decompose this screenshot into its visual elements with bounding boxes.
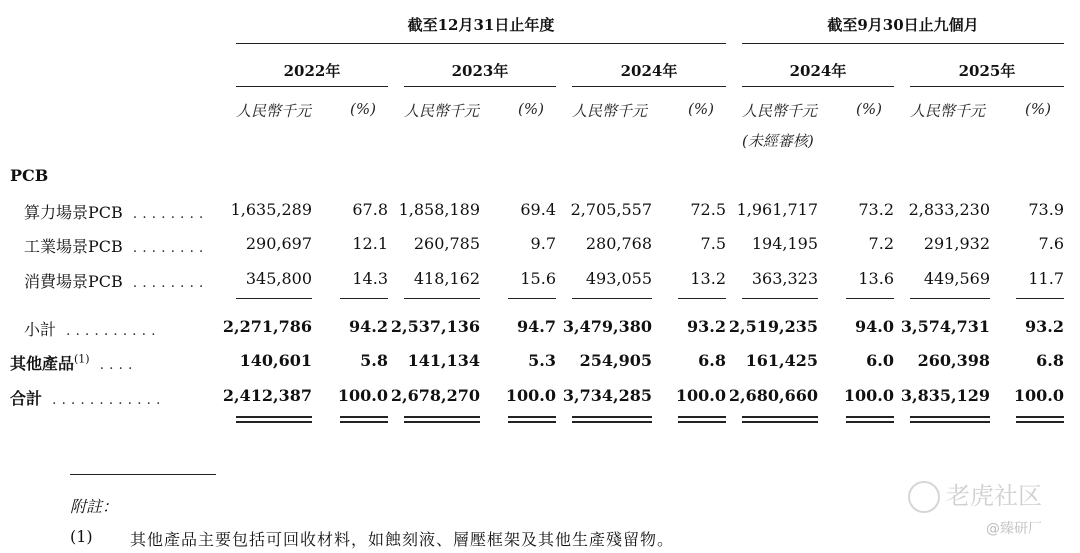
watermark-icon bbox=[908, 481, 940, 513]
divider-year bbox=[742, 86, 894, 87]
header-nine-months: 截至9月30日止九個月 bbox=[827, 16, 979, 34]
percent-cell: 6.0 bbox=[866, 351, 894, 370]
total-rule bbox=[340, 421, 388, 423]
year-header: 2025年 bbox=[958, 62, 1016, 80]
percent-cell: 100.0 bbox=[1013, 386, 1064, 405]
subtotal-rule bbox=[742, 298, 818, 299]
divider-annual bbox=[236, 43, 726, 44]
subtotal-rule bbox=[340, 298, 388, 299]
total-rule bbox=[404, 421, 480, 423]
leader-dots: .......... bbox=[66, 323, 161, 339]
leader-dots: ............ bbox=[52, 392, 166, 408]
amount-cell: 2,271,786 bbox=[222, 317, 312, 336]
percent-cell: 6.8 bbox=[1036, 351, 1064, 370]
note-text: 其他產品主要包括可回收材料，如蝕刻液、層壓框架及其他生產殘留物。 bbox=[130, 530, 675, 549]
amount-cell: 141,134 bbox=[407, 351, 480, 370]
amount-cell: 2,680,660 bbox=[728, 386, 818, 405]
total-rule bbox=[508, 421, 556, 423]
total-rule bbox=[678, 416, 726, 418]
amount-cell: 2,705,557 bbox=[570, 200, 652, 219]
percent-cell: 73.2 bbox=[858, 200, 894, 219]
footnote-divider bbox=[70, 474, 216, 475]
percent-cell: 94.2 bbox=[349, 317, 388, 336]
percent-cell: 12.1 bbox=[352, 234, 388, 253]
amount-cell: 3,574,731 bbox=[900, 317, 990, 336]
amount-cell: 2,833,230 bbox=[908, 200, 990, 219]
total-rule bbox=[910, 416, 990, 418]
row-label-text: 合計 bbox=[10, 389, 43, 408]
percent-cell: 72.5 bbox=[690, 200, 726, 219]
row-label-text: 算力場景PCB bbox=[24, 203, 123, 222]
note-number: (1) bbox=[70, 527, 93, 546]
percent-cell: 7.6 bbox=[1038, 234, 1064, 253]
amount-cell: 1,635,289 bbox=[230, 200, 312, 219]
total-rule bbox=[572, 421, 652, 423]
subtotal-rule bbox=[572, 298, 652, 299]
total-rule bbox=[572, 416, 652, 418]
percent-cell: 93.2 bbox=[687, 317, 726, 336]
row-label-text: 消費場景PCB bbox=[24, 272, 123, 291]
pct-label: (%) bbox=[518, 100, 544, 118]
subtotal-rule bbox=[508, 298, 556, 299]
year-header: 2022年 bbox=[283, 62, 341, 80]
amount-cell: 2,678,270 bbox=[390, 386, 480, 405]
amount-cell: 3,734,285 bbox=[562, 386, 652, 405]
percent-cell: 100.0 bbox=[675, 386, 726, 405]
row-label bbox=[10, 386, 165, 409]
total-rule bbox=[508, 416, 556, 418]
percent-cell: 100.0 bbox=[843, 386, 894, 405]
section-title: PCB bbox=[10, 166, 49, 185]
total-rule bbox=[404, 416, 480, 418]
amount-cell: 290,697 bbox=[245, 234, 312, 253]
row-label bbox=[10, 351, 137, 374]
total-rule bbox=[846, 416, 894, 418]
unaudited-label: (未經審核) bbox=[742, 132, 814, 150]
percent-cell: 13.6 bbox=[858, 269, 894, 288]
percent-cell: 5.3 bbox=[528, 351, 556, 370]
total-rule bbox=[678, 421, 726, 423]
amount-cell: 194,195 bbox=[751, 234, 818, 253]
subtotal-rule bbox=[678, 298, 726, 299]
amount-cell: 2,537,136 bbox=[390, 317, 480, 336]
watermark-logo bbox=[908, 476, 1042, 513]
total-rule bbox=[846, 421, 894, 423]
unit-label: 人民幣千元 bbox=[404, 102, 480, 120]
divider-year bbox=[572, 86, 726, 87]
amount-cell: 345,800 bbox=[245, 269, 312, 288]
header-annual: 截至12月31日止年度 bbox=[407, 16, 555, 34]
watermark-handle: @臻研厂 bbox=[986, 521, 1042, 537]
total-rule bbox=[742, 416, 818, 418]
unit-label: 人民幣千元 bbox=[742, 102, 818, 120]
amount-cell: 3,835,129 bbox=[900, 386, 990, 405]
amount-cell: 254,905 bbox=[579, 351, 652, 370]
percent-cell: 5.8 bbox=[360, 351, 388, 370]
subtotal-rule bbox=[1016, 298, 1064, 299]
leader-dots: .... bbox=[99, 357, 138, 373]
percent-cell: 73.9 bbox=[1028, 200, 1064, 219]
amount-cell: 280,768 bbox=[585, 234, 652, 253]
total-rule bbox=[1016, 421, 1064, 423]
amount-cell: 161,425 bbox=[745, 351, 818, 370]
watermark-brand: 老虎社区 bbox=[946, 482, 1042, 510]
unit-label: 人民幣千元 bbox=[572, 102, 648, 120]
total-rule bbox=[236, 416, 312, 418]
percent-cell: 100.0 bbox=[505, 386, 556, 405]
subtotal-rule bbox=[404, 298, 480, 299]
subtotal-rule bbox=[846, 298, 894, 299]
notes-title: 附註： bbox=[70, 497, 119, 516]
amount-cell: 1,961,717 bbox=[736, 200, 818, 219]
amount-cell: 260,785 bbox=[413, 234, 480, 253]
row-label-text: 工業場景PCB bbox=[24, 237, 123, 256]
pct-label: (%) bbox=[688, 100, 714, 118]
row-label bbox=[24, 234, 208, 257]
divider-year bbox=[404, 86, 556, 87]
divider-nine-months bbox=[742, 43, 1064, 44]
percent-cell: 15.6 bbox=[520, 269, 556, 288]
divider-year bbox=[910, 86, 1064, 87]
amount-cell: 2,412,387 bbox=[222, 386, 312, 405]
row-label-text: 小計 bbox=[24, 320, 57, 339]
percent-cell: 94.0 bbox=[855, 317, 894, 336]
percent-cell: 69.4 bbox=[520, 200, 556, 219]
subtotal-rule bbox=[236, 298, 312, 299]
unit-label: 人民幣千元 bbox=[236, 102, 312, 120]
percent-cell: 14.3 bbox=[352, 269, 388, 288]
unit-label: 人民幣千元 bbox=[910, 102, 986, 120]
percent-cell: 67.8 bbox=[352, 200, 388, 219]
leader-dots: ........ bbox=[132, 206, 209, 222]
percent-cell: 13.2 bbox=[690, 269, 726, 288]
footnote-marker: (1) bbox=[74, 352, 90, 366]
percent-cell: 7.5 bbox=[700, 234, 726, 253]
year-header: 2024年 bbox=[620, 62, 678, 80]
total-rule bbox=[236, 421, 312, 423]
percent-cell: 7.2 bbox=[868, 234, 894, 253]
percent-cell: 9.7 bbox=[530, 234, 556, 253]
row-label bbox=[24, 269, 208, 292]
amount-cell: 2,519,235 bbox=[728, 317, 818, 336]
total-rule bbox=[910, 421, 990, 423]
amount-cell: 449,569 bbox=[923, 269, 990, 288]
amount-cell: 3,479,380 bbox=[562, 317, 652, 336]
amount-cell: 418,162 bbox=[413, 269, 480, 288]
pct-label: (%) bbox=[1025, 100, 1051, 118]
leader-dots: ........ bbox=[132, 240, 209, 256]
row-label bbox=[24, 200, 208, 223]
percent-cell: 11.7 bbox=[1028, 269, 1064, 288]
percent-cell: 100.0 bbox=[337, 386, 388, 405]
row-label-text: 其他產品 bbox=[10, 354, 75, 373]
percent-cell: 93.2 bbox=[1025, 317, 1064, 336]
total-rule bbox=[1016, 416, 1064, 418]
year-header: 2023年 bbox=[451, 62, 509, 80]
percent-cell: 94.7 bbox=[517, 317, 556, 336]
pct-label: (%) bbox=[350, 100, 376, 118]
year-header: 2024年 bbox=[789, 62, 847, 80]
amount-cell: 493,055 bbox=[585, 269, 652, 288]
amount-cell: 140,601 bbox=[239, 351, 312, 370]
total-rule bbox=[742, 421, 818, 423]
amount-cell: 363,323 bbox=[751, 269, 818, 288]
divider-year bbox=[236, 86, 388, 87]
amount-cell: 1,858,189 bbox=[398, 200, 480, 219]
pct-label: (%) bbox=[856, 100, 882, 118]
amount-cell: 291,932 bbox=[923, 234, 990, 253]
subtotal-rule bbox=[910, 298, 990, 299]
row-label bbox=[24, 317, 161, 340]
total-rule bbox=[340, 416, 388, 418]
percent-cell: 6.8 bbox=[698, 351, 726, 370]
leader-dots: ........ bbox=[132, 275, 209, 291]
amount-cell: 260,398 bbox=[917, 351, 990, 370]
